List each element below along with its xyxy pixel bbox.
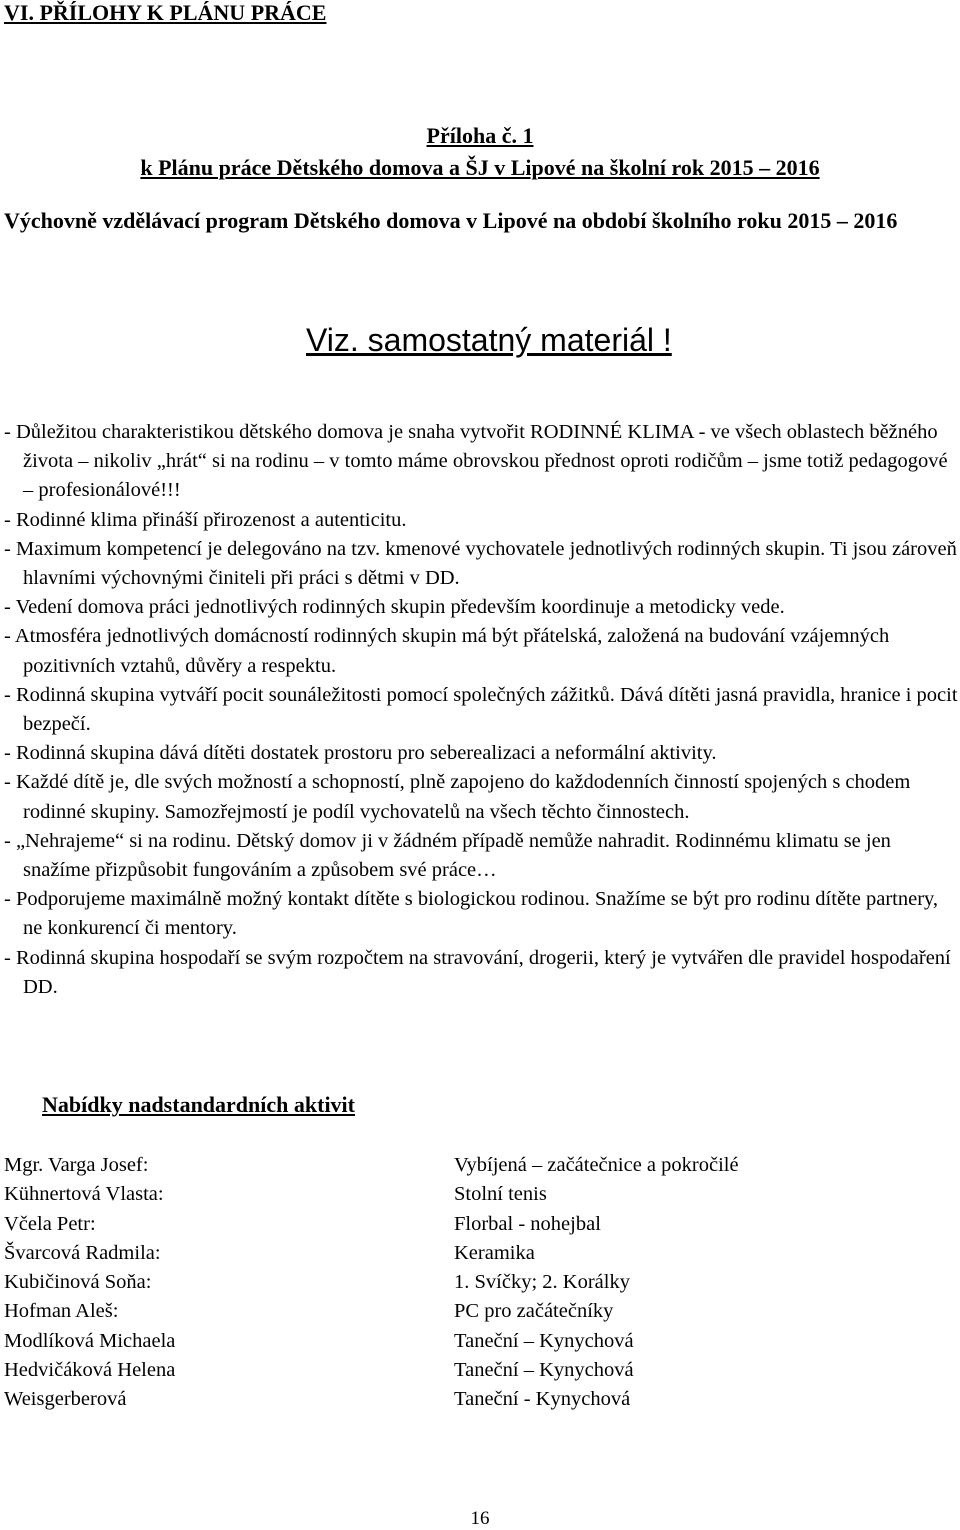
list-item: - „Nehrajeme“ si na rodinu. Dětský domov ji v žádném případě nemůže nahradit. Rodinnému klimatu se jen snažíme přizpůsobit fungováním a způsobem své práce… xyxy=(4,829,891,882)
activity-row xyxy=(4,1385,944,1414)
activity-name: Stolní tenis xyxy=(454,1183,547,1206)
list-item: - Maximum kompetencí je delegováno na tzv. kmenové vychovatele jednotlivých rodinných skupin. Ti jsou zároveň hlavními výchovnými činiteli při práci s dětmi v DD. xyxy=(4,537,957,590)
list-item: - Rodinná skupina vytváří pocit sounáležitosti pomocí společných zážitků. Dává dítěti jasná pravidla, hranice i pocit bezpečí. xyxy=(4,683,958,736)
activity-row xyxy=(4,1210,944,1239)
activities-heading: Nabídky nadstandardních aktivit xyxy=(42,1092,355,1117)
activity-leader: Švarcová Radmila: xyxy=(4,1241,161,1264)
attachment-header xyxy=(0,120,960,184)
list-item: - Vedení domova práci jednotlivých rodinných skupin především koordinuje a metodicky vede. xyxy=(4,596,785,619)
activity-row xyxy=(4,1327,944,1356)
list-item: - Každé dítě je, dle svých možností a schopností, plně zapojeno do každodenních činností spojených s chodem rodinné skupiny. Samozřejmostí je podíl vychovatelů na všech těchto činnostech. xyxy=(4,771,911,823)
attachment-label: Příloha č. 1 xyxy=(426,123,534,148)
activity-row xyxy=(4,1151,944,1180)
bullet-list xyxy=(4,418,958,1002)
list-item: - Podporujeme maximálně možný kontakt dítěte s biologickou rodinou. Snažíme se být pro rodinu dítěte partnery, ne konkurencí či mentory. xyxy=(4,888,939,940)
activity-leader: Hedvičáková Helena xyxy=(4,1359,176,1382)
attachment-subtitle: k Plánu práce Dětského domova a ŠJ v Lipové na školní rok 2015 – 2016 xyxy=(140,155,820,180)
list-item: - Důležitou charakteristikou dětského domova je snaha vytvořit RODINNÉ KLIMA - ve všech oblastech běžného života – nikoliv „hrát“ si na rodinu – v tomto máme obrovskou přednost oproti rodičům – jsme totiž pedagogové – profesionálové!!! xyxy=(4,421,948,502)
activity-leader: Kubičinová Soňa: xyxy=(4,1271,152,1294)
activity-name: Taneční – Kynychová xyxy=(454,1329,634,1352)
activity-leader: Hofman Aleš: xyxy=(4,1300,119,1323)
activity-leader: Modlíková Michaela xyxy=(4,1329,176,1352)
activity-leader: Kühnertová Vlasta: xyxy=(4,1183,164,1206)
activity-row xyxy=(4,1180,944,1209)
list-item: - Atmosféra jednotlivých domácností rodinných skupin má být přátelská, založená na budování vzájemných pozitivních vztahů, důvěry a respektu. xyxy=(4,625,890,677)
activity-name: Keramika xyxy=(454,1241,535,1264)
activity-name: Taneční – Kynychová xyxy=(454,1359,634,1382)
activity-name: 1. Svíčky; 2. Korálky xyxy=(454,1271,630,1294)
see-note: Viz. samostatný materiál ! xyxy=(306,322,672,358)
section-heading: VI. PŘÍLOHY K PLÁNU PRÁCE xyxy=(4,0,327,25)
activity-row xyxy=(4,1297,944,1326)
activity-name: Vybíjená – začátečnice a pokročilé xyxy=(454,1154,739,1176)
activity-row xyxy=(4,1268,944,1297)
list-item: - Rodinná skupina hospodaří se svým rozpočtem na stravování, drogerii, který je vytvářen dle pravidel hospodaření DD. xyxy=(4,946,951,998)
activity-name: Taneční - Kynychová xyxy=(454,1388,631,1411)
activity-leader: Mgr. Varga Josef: xyxy=(4,1154,149,1176)
activity-leader: Weisgerberová xyxy=(4,1388,127,1411)
activity-name: PC pro začátečníky xyxy=(454,1300,614,1323)
activity-row xyxy=(4,1239,944,1268)
activity-name: Florbal - nohejbal xyxy=(454,1212,601,1235)
activities-list xyxy=(4,1151,944,1415)
page-number: 16 xyxy=(470,1508,490,1529)
program-title: Výchovně vzdělávací program Dětského domova v Lipové na období školního roku 2015 – 2016 xyxy=(4,208,898,233)
activity-row xyxy=(4,1356,944,1385)
list-item: - Rodinná skupina dává dítěti dostatek prostoru pro seberealizaci a neformální aktivity. xyxy=(4,742,717,765)
activity-leader: Včela Petr: xyxy=(4,1212,96,1235)
list-item: - Rodinné klima přináší přirozenost a autenticitu. xyxy=(4,508,407,531)
